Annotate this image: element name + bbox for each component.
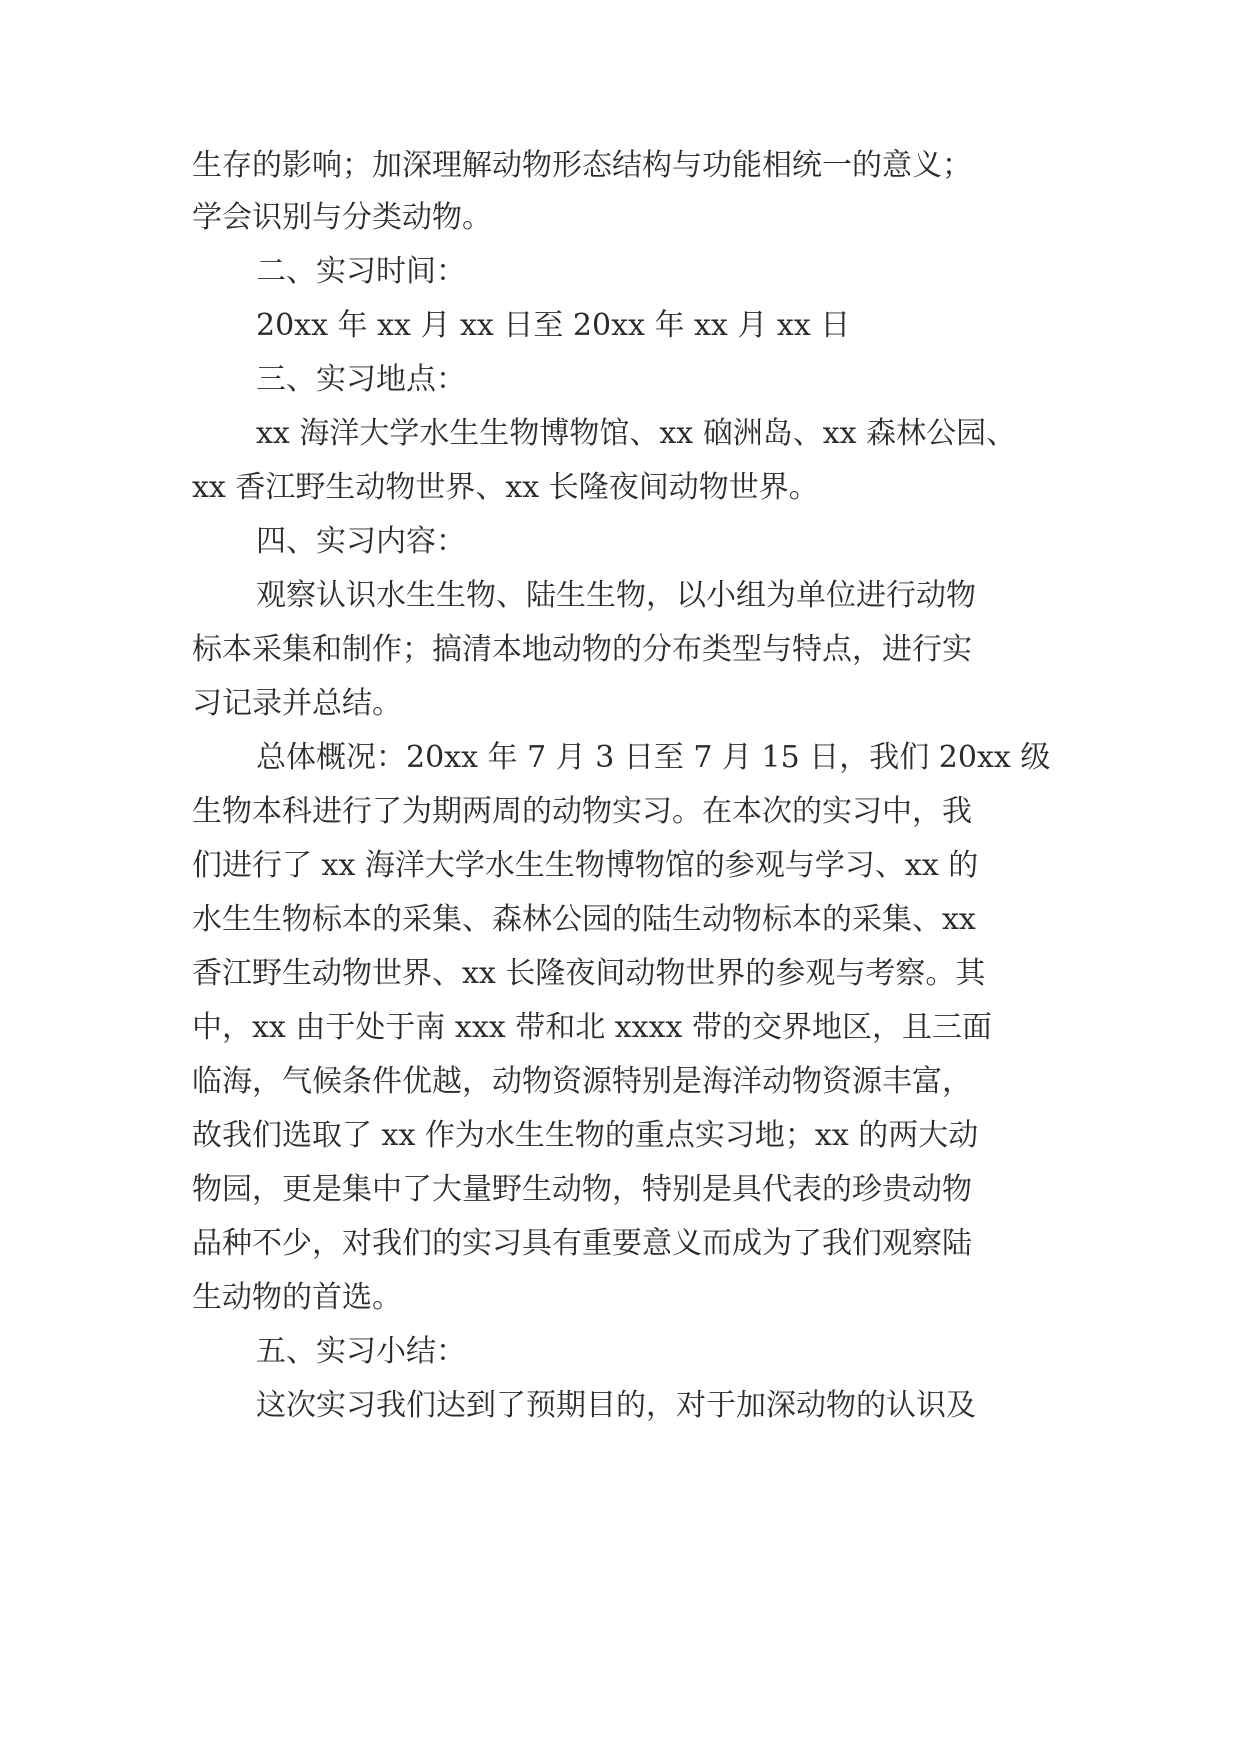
text-line: 品种不少，对我们的实习具有重要意义而成为了我们观察陆 xyxy=(192,1226,972,1261)
text-line: 们进行了 xx 海洋大学水生生物博物馆的参观与学习、xx 的 xyxy=(192,848,979,883)
text-line: 生存的影响；加深理解动物形态结构与功能相统一的意义； xyxy=(192,148,972,183)
text-line: 生动物的首选。 xyxy=(192,1280,402,1315)
text-line: 生物本科进行了为期两周的动物实习。在本次的实习中，我 xyxy=(192,794,972,829)
text-line: 20xx 年 xx 月 xx 日至 20xx 年 xx 月 xx 日 xyxy=(256,308,851,343)
text-line: 水生生物标本的采集、森林公园的陆生动物标本的采集、xx xyxy=(192,902,976,937)
section-heading: 二、实习时间： xyxy=(256,254,466,289)
text-line: 总体概况：20xx 年 7 月 3 日至 7 月 15 日，我们 20xx 级 xyxy=(256,740,1051,775)
section-heading: 五、实习小结： xyxy=(256,1334,466,1369)
text-line: 标本采集和制作；搞清本地动物的分布类型与特点，进行实 xyxy=(192,632,972,667)
text-line: 观察认识水生生物、陆生生物，以小组为单位进行动物 xyxy=(256,578,976,613)
text-line: 中，xx 由于处于南 xxx 带和北 xxxx 带的交界地区，且三面 xyxy=(192,1010,992,1045)
text-line: 故我们选取了 xx 作为水生生物的重点实习地；xx 的两大动 xyxy=(192,1118,979,1153)
section-heading: 四、实习内容： xyxy=(256,524,466,559)
section-heading: 三、实习地点： xyxy=(256,362,466,397)
text-line: 香江野生动物世界、xx 长隆夜间动物世界的参观与考察。其 xyxy=(192,956,986,991)
text-line: 这次实习我们达到了预期目的，对于加深动物的认识及 xyxy=(256,1388,976,1423)
text-line: xx 海洋大学水生生物博物馆、xx 硇洲岛、xx 森林公园、 xyxy=(256,416,1017,451)
text-line: 学会识别与分类动物。 xyxy=(192,200,492,235)
text-line: 临海，气候条件优越，动物资源特别是海洋动物资源丰富， xyxy=(192,1064,972,1099)
text-line: 习记录并总结。 xyxy=(192,686,402,721)
text-line: 物园，更是集中了大量野生动物，特别是具代表的珍贵动物 xyxy=(192,1172,972,1207)
text-line: xx 香江野生动物世界、xx 长隆夜间动物世界。 xyxy=(192,470,819,505)
